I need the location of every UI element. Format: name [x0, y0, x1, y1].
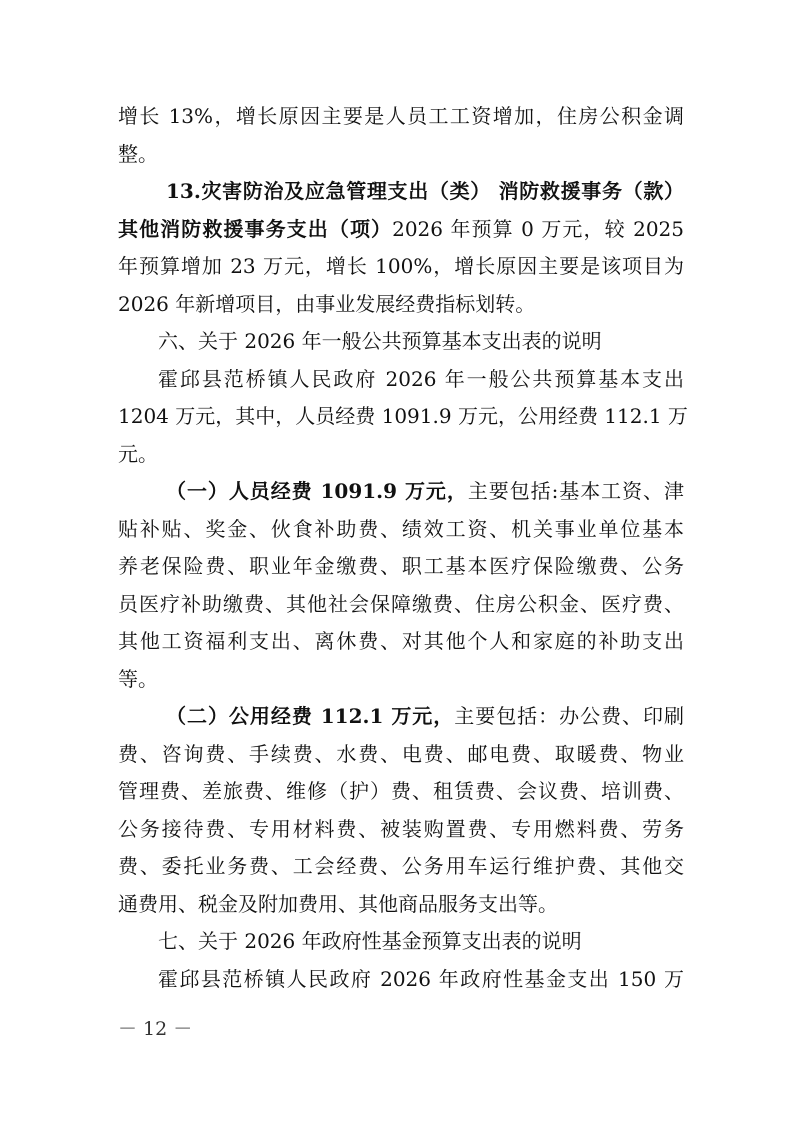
paragraph-line: 费、委托业务费、工会经费、公务用车运行维护费、其他交 — [118, 854, 684, 878]
paragraph-line — [118, 211, 684, 249]
bold-text: （二）公用经费 112.1 万元， — [166, 704, 455, 728]
bold-text: 其他消防救援事务支出（项） — [118, 216, 393, 241]
paragraph-line: 通费用、税金及附加费用、其他商品服务支出等。 — [118, 891, 558, 916]
paragraph-line: 年预算增加 23 万元，增长 100%，增长原因主要是该项目为 — [118, 254, 684, 278]
paragraph-line: 2026 年新增项目，由事业发展经费指标划转。 — [118, 291, 536, 316]
document-body — [118, 98, 688, 998]
paragraph-line: 贴补贴、奖金、伙食补助费、绩效工资、机关事业单位基本 — [118, 516, 684, 541]
paragraph-line: 其他工资福利支出、离休费、对其他个人和家庭的补助支出 — [118, 629, 684, 653]
paragraph-line: 1204 万元，其中，人员经费 1091.9 万元，公用经费 112.1 万 — [118, 404, 688, 428]
section-heading-6: 六、关于 2026 年一般公共预算基本支出表的说明 — [158, 329, 602, 353]
paragraph-line — [118, 698, 684, 736]
paragraph-line: 员医疗补助缴费、其他社会保障缴费、住房公积金、医疗费、 — [118, 591, 684, 616]
section-heading-7: 七、关于 2026 年政府性基金预算支出表的说明 — [158, 929, 582, 953]
paragraph-line: 增长 13%，增长原因主要是人员工工资增加，住房公积金调 — [118, 104, 684, 128]
page-number: － 12 － — [118, 1018, 193, 1040]
paragraph-line: 公务接待费、专用材料费、被装购置费、专用燃料费、劳务 — [118, 816, 684, 841]
paragraph-line: 元。 — [118, 441, 158, 466]
paragraph-line: 霍邱县范桥镇人民政府 2026 年一般公共预算基本支出 — [158, 366, 684, 391]
text: 主要包括：办公费、印刷 — [454, 704, 684, 728]
text: 主要包括:基本工资、津 — [467, 479, 684, 503]
paragraph-line: 管理费、差旅费、维修（护）费、租赁费、会议费、培训费、 — [118, 779, 684, 803]
section-13-heading-line: 13.灾害防治及应急管理支出（类） 消防救援事务（款） — [166, 179, 684, 203]
paragraph-line — [118, 473, 684, 511]
paragraph-line: 霍邱县范桥镇人民政府 2026 年政府性基金支出 150 万 — [158, 966, 684, 991]
bold-text: （一）人员经费 1091.9 万元， — [166, 479, 468, 503]
paragraph-line: 等。 — [118, 666, 158, 691]
paragraph-line: 费、咨询费、手续费、水费、电费、邮电费、取暖费、物业 — [118, 741, 684, 766]
text: 2026 年预算 0 万元，较 2025 — [392, 216, 684, 241]
paragraph-line: 养老保险费、职业年金缴费、职工基本医疗保险缴费、公务 — [118, 554, 684, 578]
paragraph-line: 整。 — [118, 141, 158, 166]
